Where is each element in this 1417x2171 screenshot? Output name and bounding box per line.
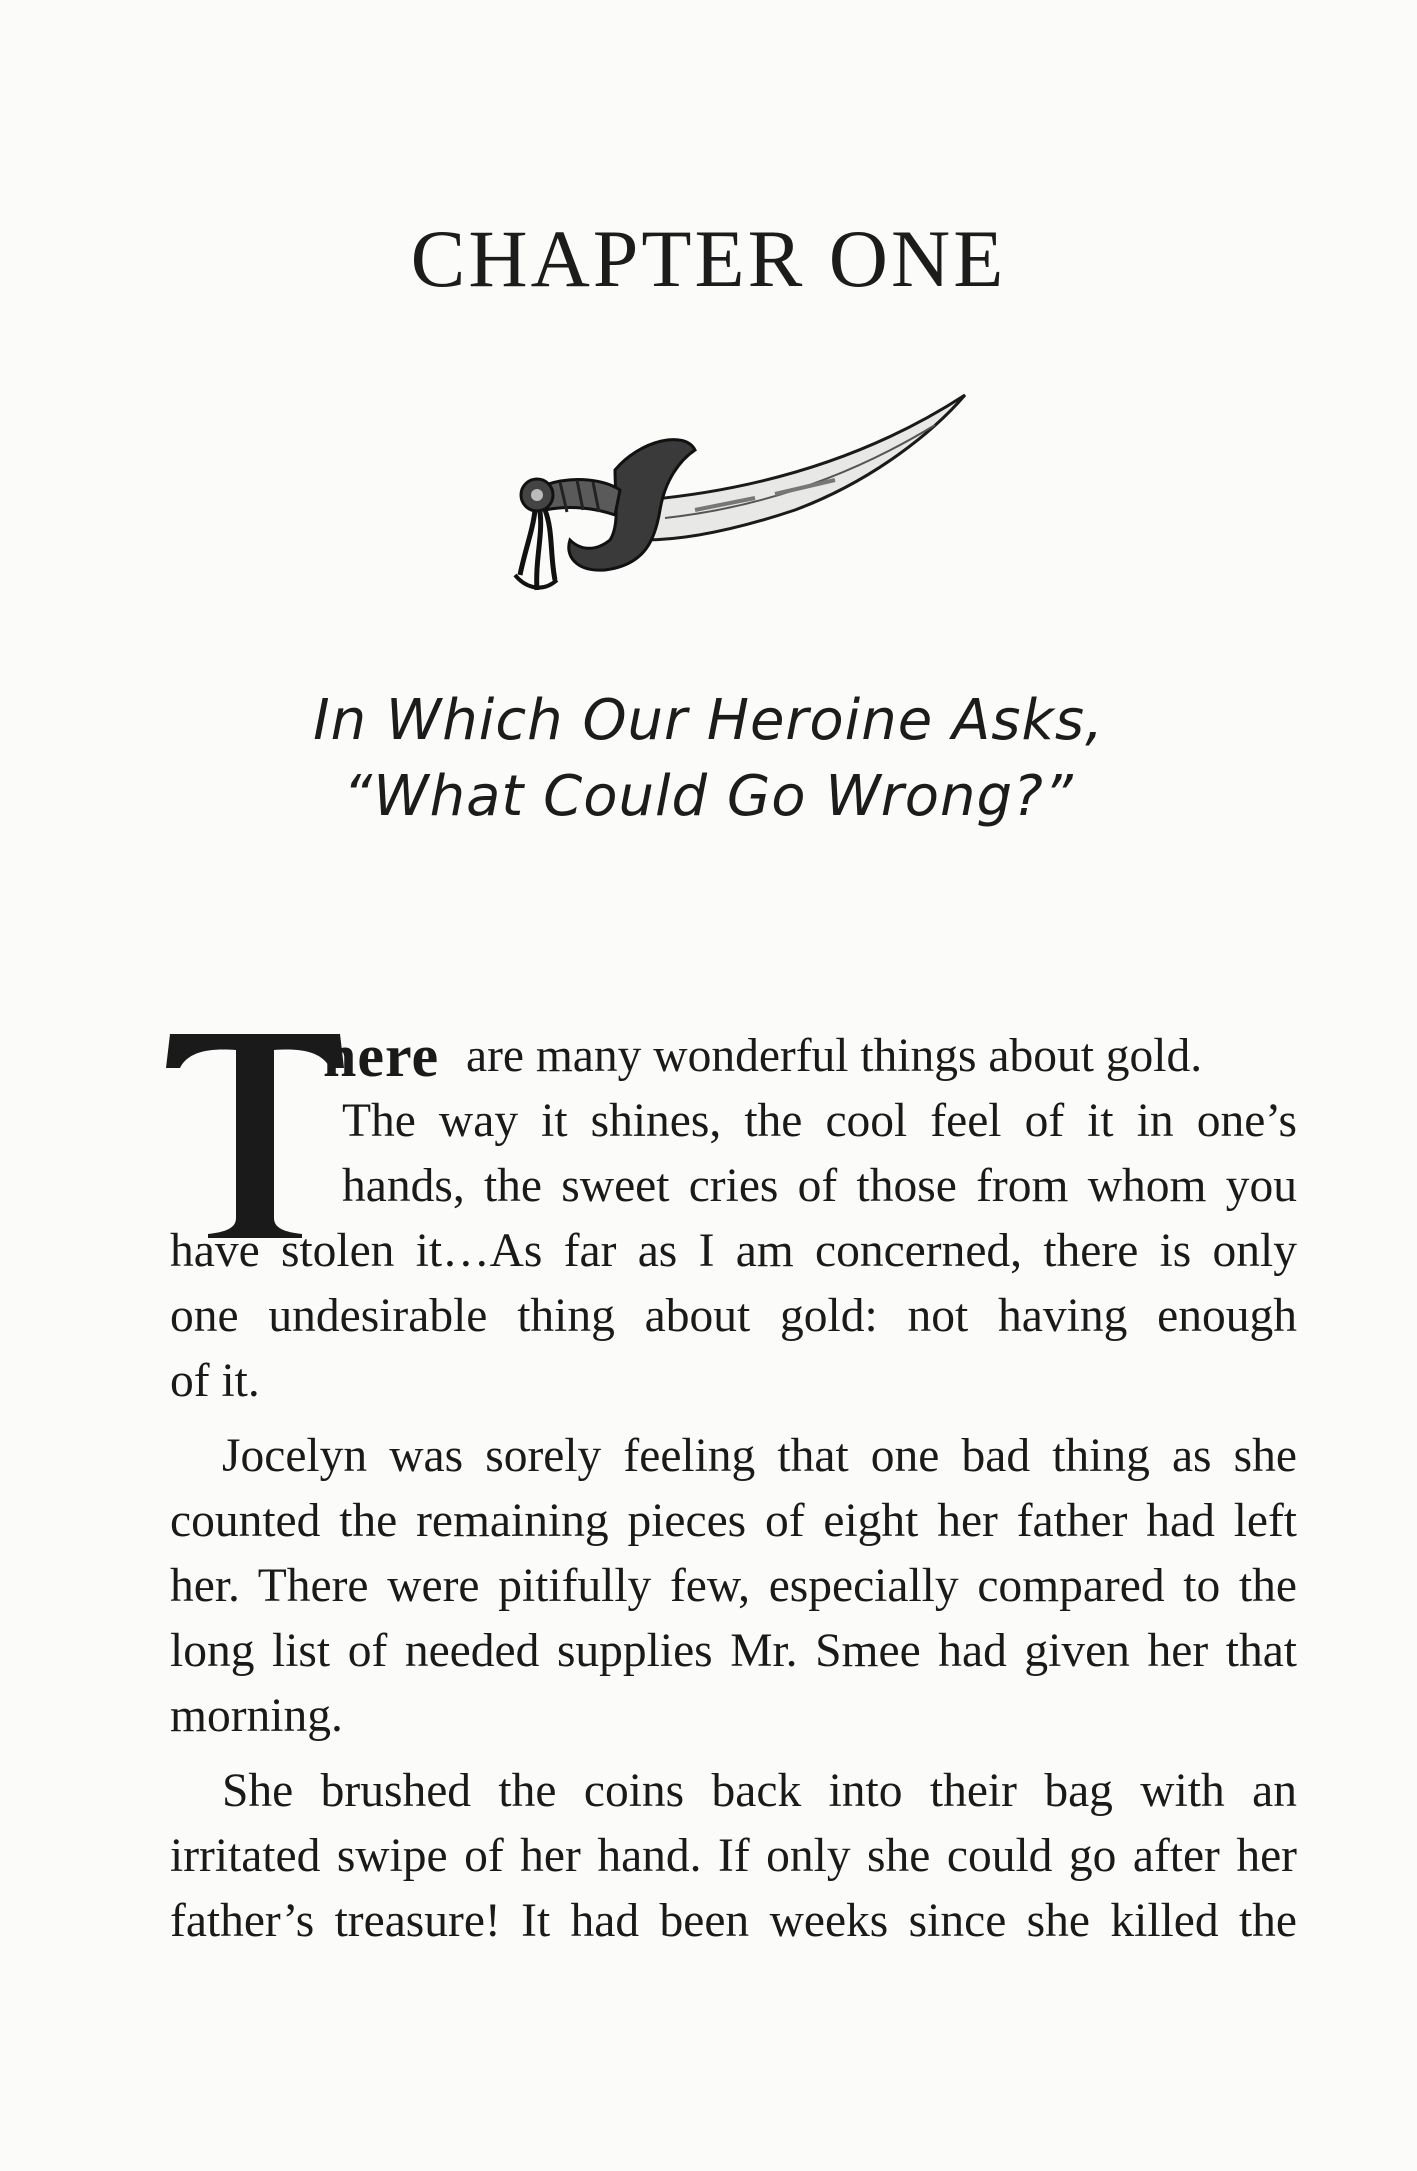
chapter-title: CHAPTER ONE xyxy=(410,213,1007,304)
text-line-14: father’s treasure! It had been weeks since she killed the xyxy=(170,1895,1297,1947)
text-line-11: morning. xyxy=(170,1690,343,1742)
drop-cap-text: T xyxy=(162,1028,163,1029)
text-line-9: her. There were pitifully few, especially compared to the xyxy=(170,1560,1297,1612)
sword-ornament-icon xyxy=(495,390,975,620)
text-line-2: The way it shines, the cool feel of it in one’s xyxy=(342,1095,1297,1147)
subtitle-line-1: In Which Our Heroine Asks, xyxy=(313,688,1104,753)
chapter-subtitle xyxy=(0,683,1417,835)
text-line-13: irritated swipe of her hand. If only she could go after her xyxy=(170,1830,1297,1882)
text-line-6: of it. xyxy=(170,1355,260,1407)
text-line-3: hands, the sweet cries of those from whom you xyxy=(342,1160,1297,1212)
lead-word: here xyxy=(323,1023,440,1089)
text-line-10: long list of needed supplies Mr. Smee had given her that xyxy=(170,1625,1297,1677)
text-line-8: counted the remaining pieces of eight her father had left xyxy=(170,1495,1297,1547)
drop-cap-letter xyxy=(162,1028,348,1240)
text-line-4: have stolen it…As far as I am concerned, there is only xyxy=(170,1225,1297,1277)
text-line-12: She brushed the coins back into their bag with an xyxy=(222,1765,1297,1817)
text-line-1: are many wonderful things about gold. xyxy=(466,1030,1203,1082)
text-line-5: one undesirable thing about gold: not having enough xyxy=(170,1290,1297,1342)
subtitle-line-2: “What Could Go Wrong?” xyxy=(343,764,1074,829)
text-line-7: Jocelyn was sorely feeling that one bad thing as she xyxy=(222,1430,1297,1482)
